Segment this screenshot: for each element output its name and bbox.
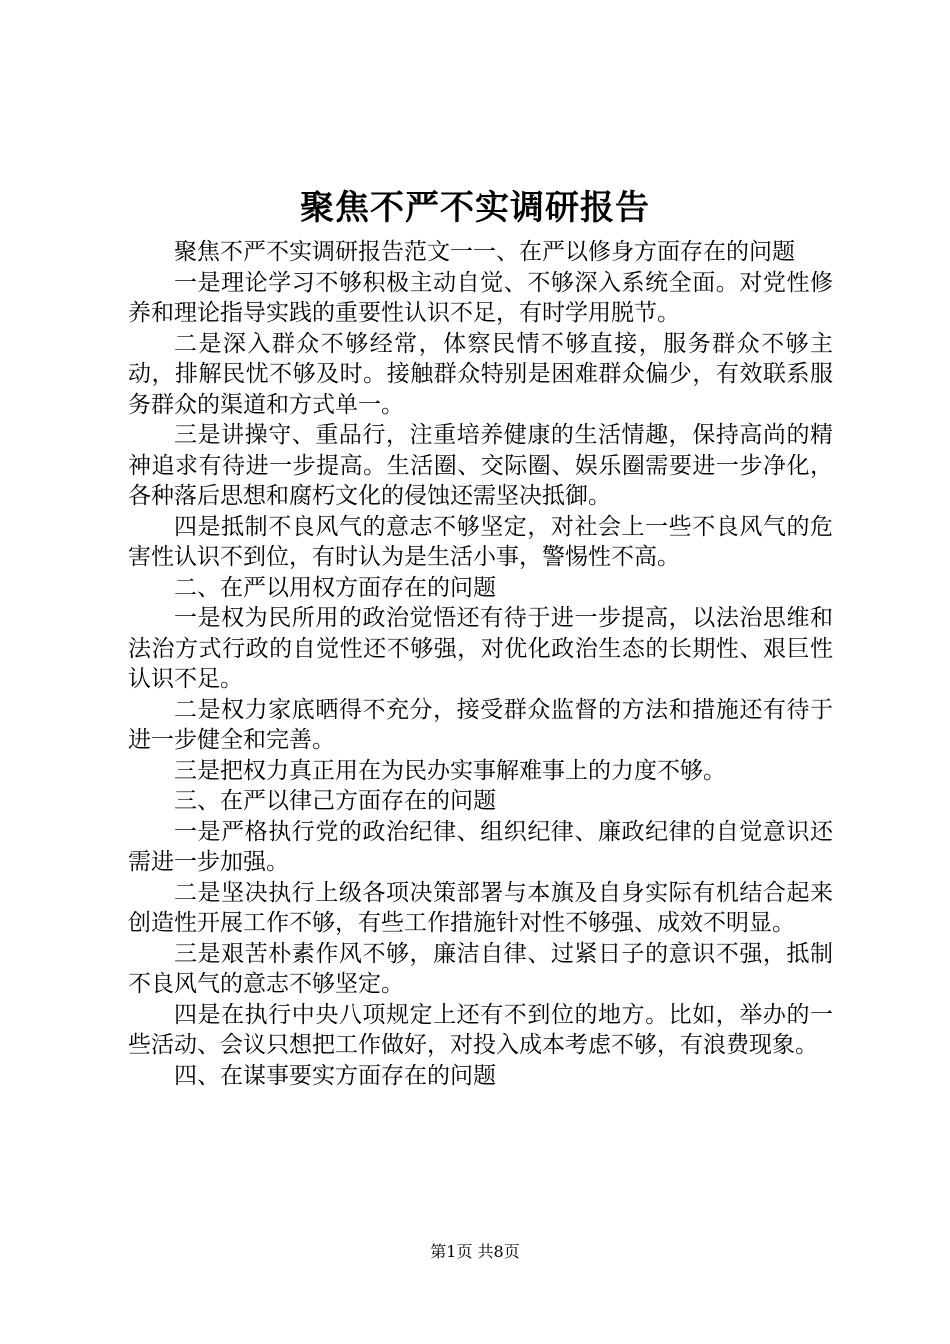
section-heading: 四、在谋事要实方面存在的问题 [174, 1062, 496, 1089]
section-heading: 三、在严以律己方面存在的问题 [174, 788, 496, 814]
paragraph: 聚焦不严不实调研报告范文一一、在严以修身方面存在的问题 [174, 239, 795, 265]
document-title: 聚焦不严不实调研报告 [300, 188, 650, 228]
paragraph: 二是深入群众不够经常，体察民情不够直接，服务群众不够主动，排解民忧不够及时。接触群众特别是困难群众偏少，有效联系服务群众的渠道和方式单一。 [128, 330, 833, 418]
page-footer: 第1页 共8页 [430, 1242, 520, 1261]
paragraph: 一是理论学习不够积极主动自觉、不够深入系统全面。对党性修养和理论指导实践的重要性认识不足，有时学用脱节。 [128, 269, 833, 326]
paragraph: 一是权为民所用的政治觉悟还有待于进一步提高，以法治思维和法治方式行政的自觉性还不够强，对优化政治生态的长期性、艰巨性认识不足。 [128, 605, 833, 692]
paragraph: 四是在执行中央八项规定上还有不到位的地方。比如，举办的一些活动、会议只想把工作做好，对投入成本考虑不够，有浪费现象。 [128, 1001, 833, 1058]
paragraph: 二是权力家底晒得不充分，接受群众监督的方法和措施还有待于进一步健全和完善。 [128, 696, 833, 753]
paragraph: 三是把权力真正用在为民办实事解难事上的力度不够。 [174, 757, 726, 784]
paragraph: 四是抵制不良风气的意志不够坚定，对社会上一些不良风气的危害性认识不到位，有时认为是生活小事，警惕性不高。 [128, 513, 833, 570]
paragraph: 三是艰苦朴素作风不够，廉洁自律、过紧日子的意识不强，抵制不良风气的意志不够坚定。 [128, 940, 833, 997]
section-heading: 二、在严以用权方面存在的问题 [174, 574, 496, 601]
paragraph: 一是严格执行党的政治纪律、组织纪律、廉政纪律的自觉意识还需进一步加强。 [128, 818, 833, 875]
document-body [128, 237, 833, 1091]
paragraph: 二是坚决执行上级各项决策部署与本旗及自身实际有机结合起来创造性开展工作不够，有些工作措施针对性不够强、成效不明显。 [128, 879, 833, 936]
paragraph: 三是讲操守、重品行，注重培养健康的生活情趣，保持高尚的精神追求有待进一步提高。生活圈、交际圈、娱乐圈需要进一步净化，各种落后思想和腐朽文化的侵蚀还需坚决抵御。 [128, 422, 833, 509]
